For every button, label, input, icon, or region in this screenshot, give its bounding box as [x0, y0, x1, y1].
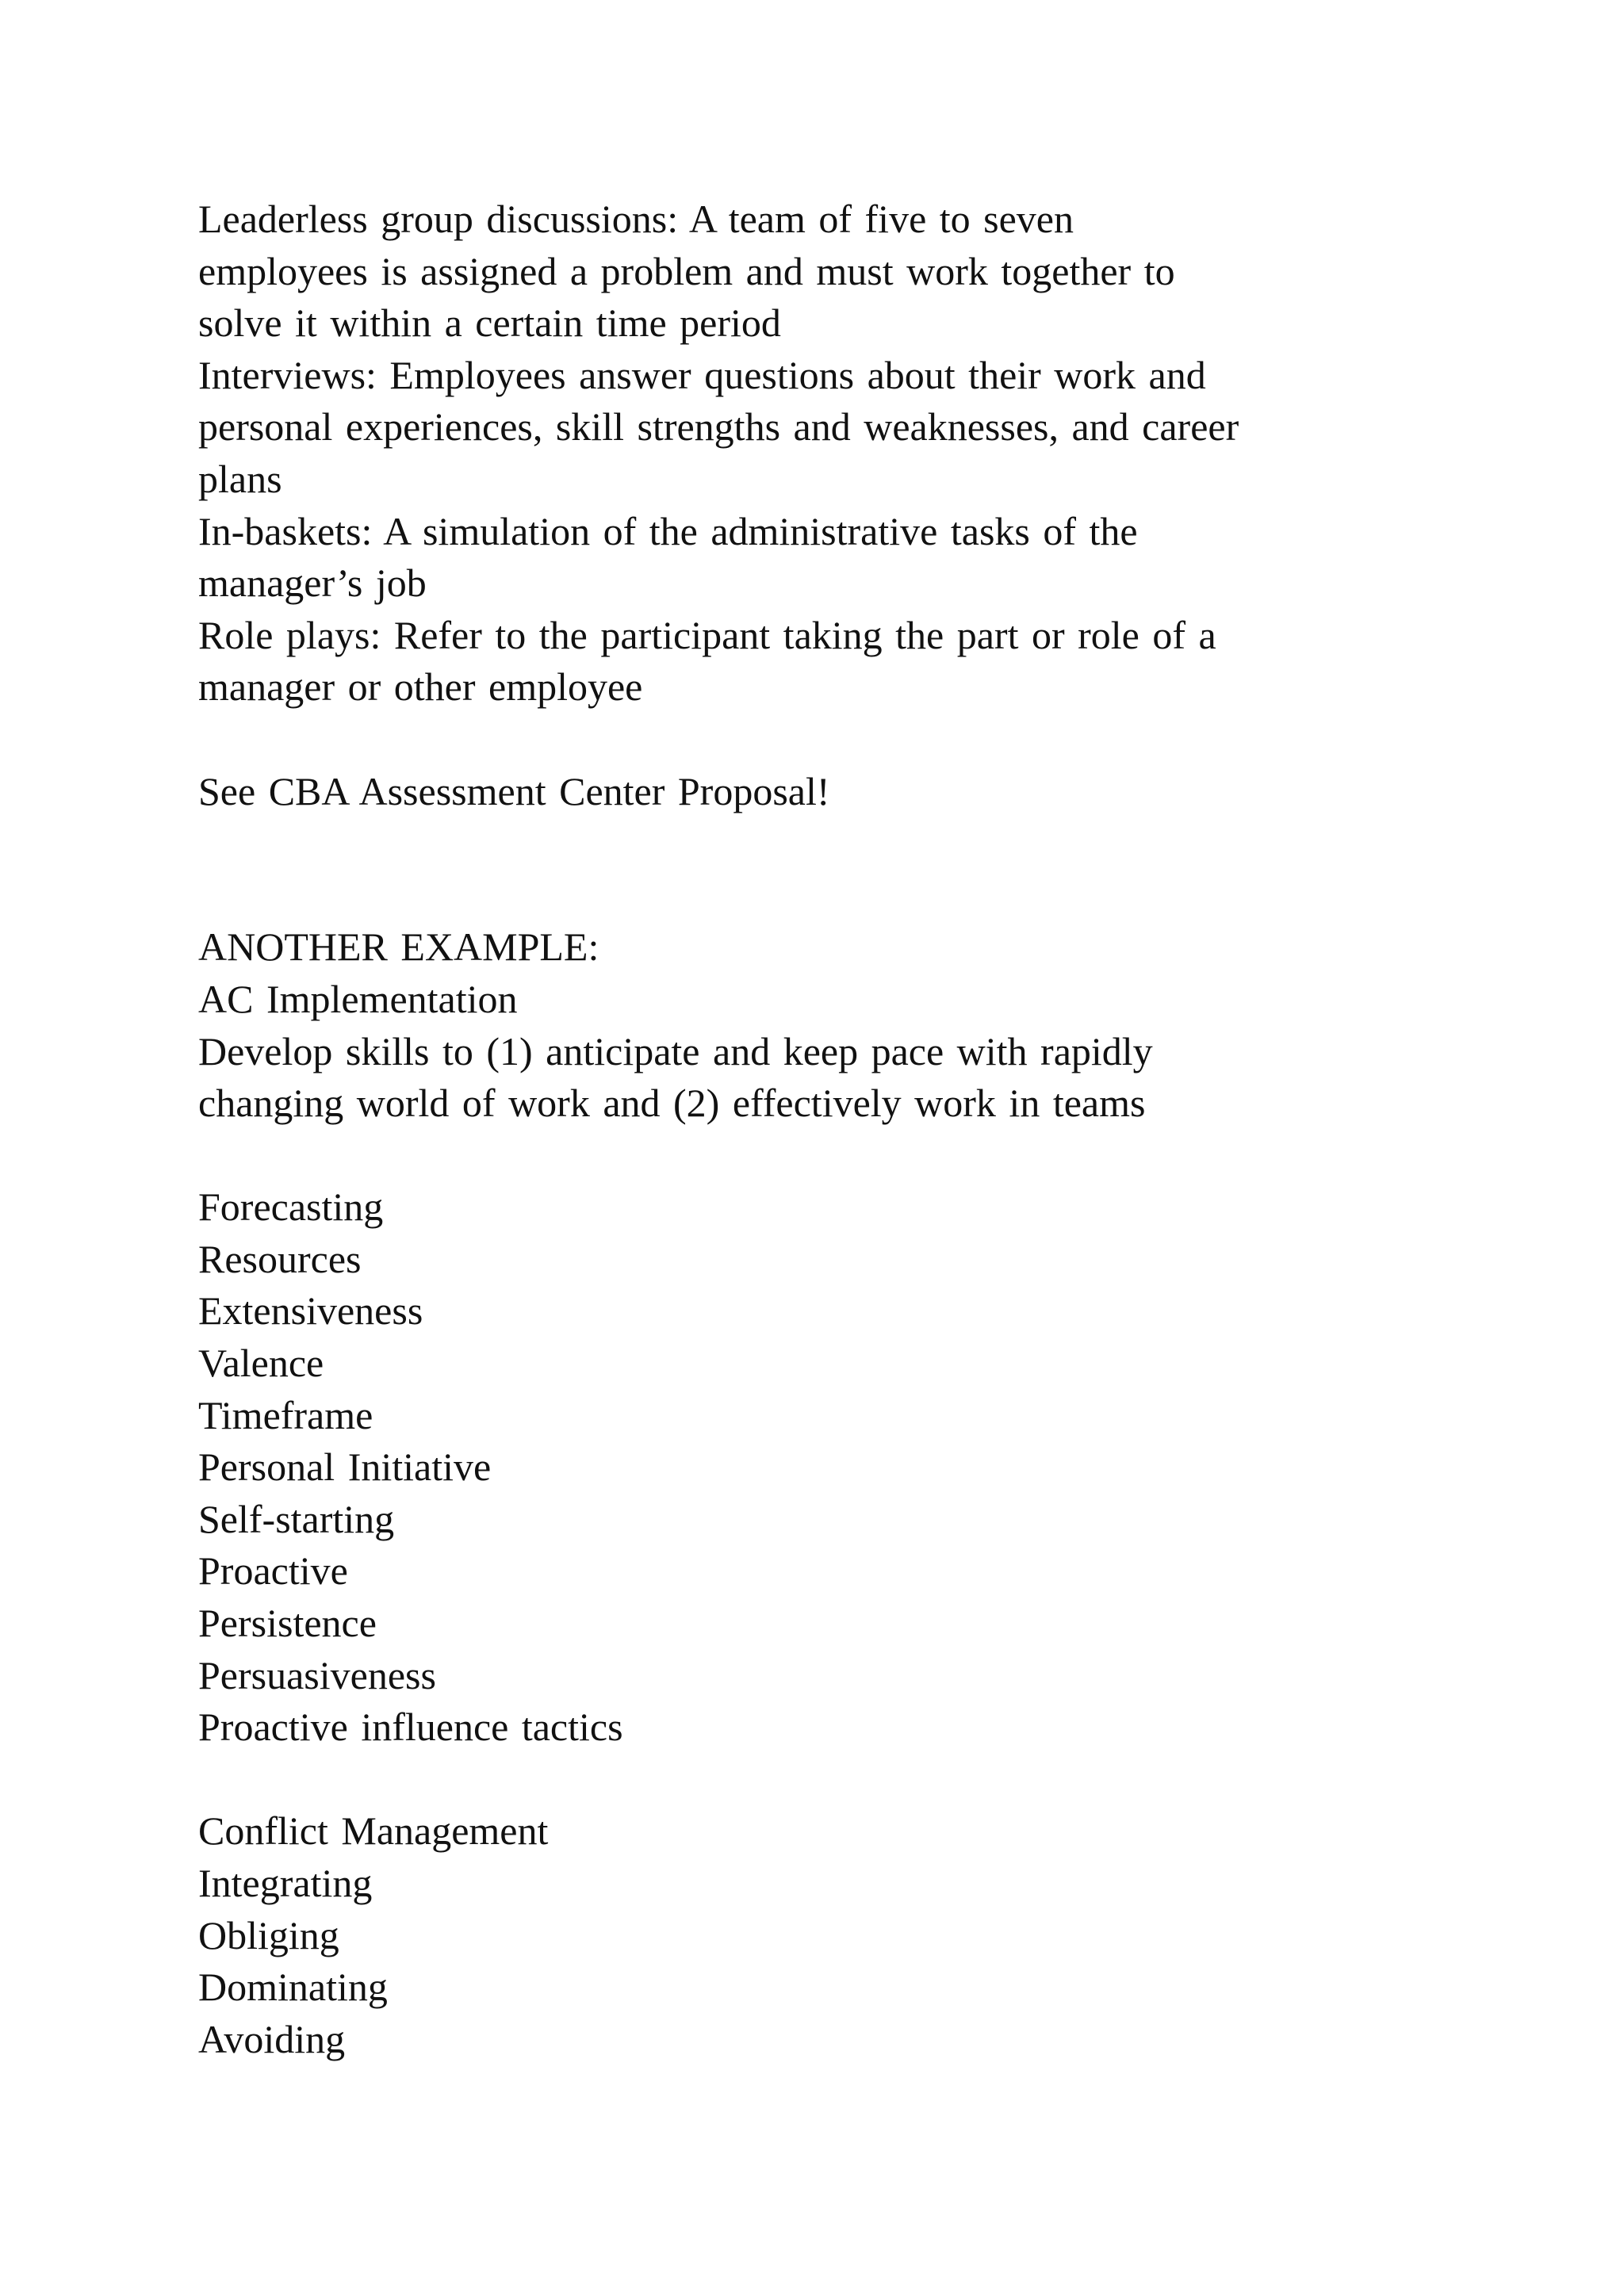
list-item: Self-starting	[198, 1496, 395, 1541]
section-heading: ANOTHER EXAMPLE:	[198, 924, 599, 970]
list-item: Avoiding	[198, 2016, 346, 2061]
list-item: Personal Initiative	[198, 1445, 492, 1490]
list-item: Persistence	[198, 1601, 377, 1646]
text-line: AC Implementation	[198, 976, 518, 1021]
text-line: employees is assigned a problem and must work together to	[198, 248, 1175, 293]
text-line: See CBA Assessment Center Proposal!	[198, 768, 830, 813]
list-item: Conflict Management	[198, 1808, 549, 1854]
list-item: Obliging	[198, 1912, 339, 1957]
list-item: Proactive	[198, 1548, 348, 1594]
list-item: Integrating	[198, 1861, 373, 1905]
blank-line	[198, 817, 1507, 921]
blank-line	[198, 714, 1507, 766]
text-line: Develop skills to (1) anticipate and keep pace with rapidly	[198, 1028, 1153, 1073]
text-line: Role plays: Refer to the participant taking the part or role of a	[198, 612, 1216, 657]
list-item: Timeframe	[198, 1392, 373, 1437]
list-item: Forecasting	[198, 1184, 384, 1230]
list-item: Proactive influence tactics	[198, 1705, 623, 1750]
text-line: manager or other employee	[198, 664, 643, 710]
text-line: solve it within a certain time period	[198, 300, 781, 346]
text-line: personal experiences, skill strengths and weaknesses, and career	[198, 404, 1239, 450]
list-item: Valence	[198, 1341, 324, 1386]
list-item: Persuasiveness	[198, 1652, 436, 1697]
text-line: manager’s job	[198, 561, 427, 606]
list-item: Extensiveness	[198, 1288, 423, 1334]
text-line: In-baskets: A simulation of the administrative tasks of the	[198, 508, 1138, 553]
text-line: plans	[198, 456, 282, 501]
text-line: Interviews: Employees answer questions about their work and	[198, 352, 1206, 397]
text-line: changing world of work and (2) effectively work in teams	[198, 1081, 1146, 1126]
text-line: Leaderless group discussions: A team of five to seven	[198, 197, 1074, 241]
list-item: Dominating	[198, 1965, 388, 2010]
blank-line	[198, 1754, 1507, 1806]
blank-line	[198, 1130, 1507, 1182]
list-item: Resources	[198, 1236, 362, 1281]
document-body	[198, 193, 1507, 2065]
